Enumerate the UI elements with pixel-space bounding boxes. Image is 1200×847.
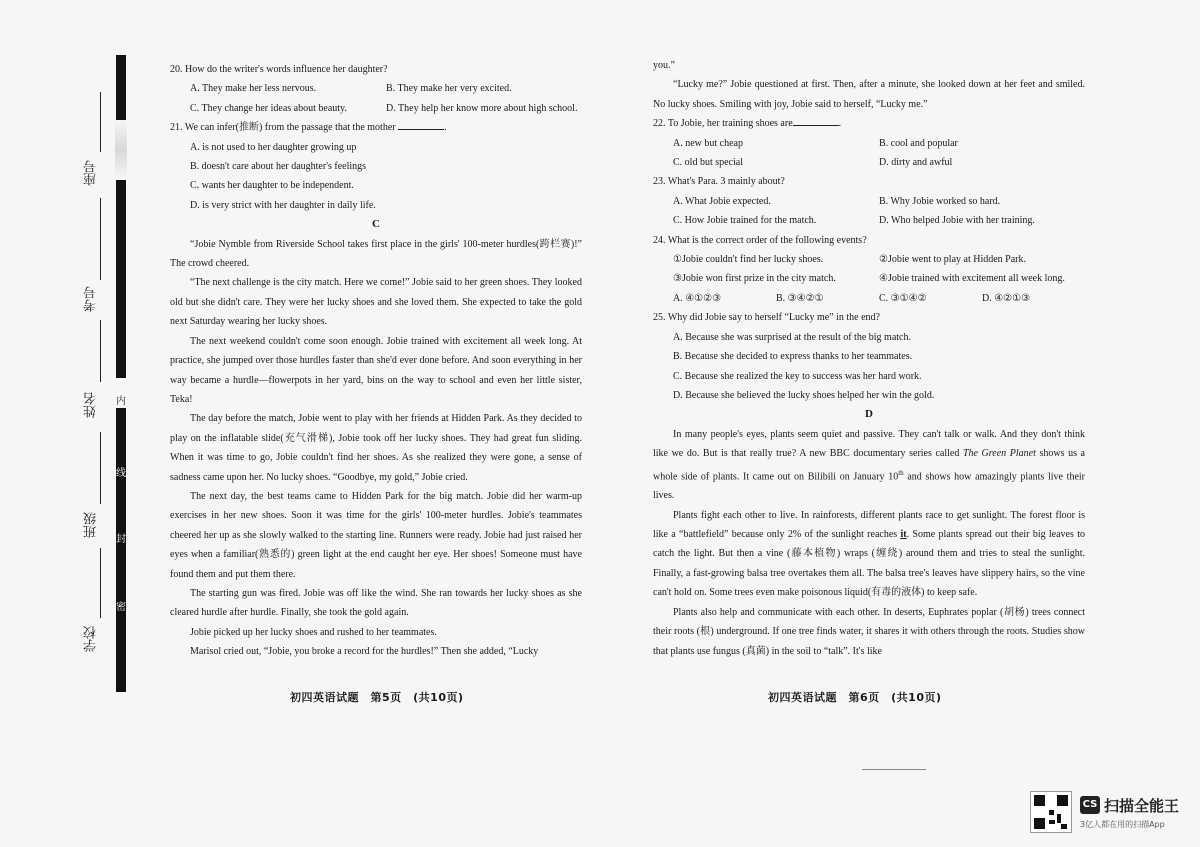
q24-events — [653, 250, 1085, 269]
q23-option-c: C. How Jobie trained for the match. — [673, 215, 817, 227]
underlined-word: it — [900, 529, 907, 541]
q24-event-2: ②Jobie went to play at Hidden Park. — [879, 254, 1026, 266]
q24-option-c: C. ③①④② — [879, 292, 927, 304]
name-field — [84, 392, 104, 418]
passage-c-paragraph: Marisol cried out, “Jobie, you broke a record for the hurdles!” Then she added, “Lucky — [190, 646, 539, 658]
passage-c-paragraph: “Jobie Nymble from Riverside School takes first place in the girls' 100-meter hurdles(跨栏赛)!” The crowd cheered. — [170, 238, 582, 270]
q25-option-a: A. Because she was surprised at the result of the big match. — [673, 331, 911, 343]
scanner-tagline: 3亿人都在用的扫描App — [1080, 820, 1165, 829]
q24-event-3: ③Jobie won first prize in the city match. — [673, 273, 836, 285]
passage-d-paragraph — [653, 506, 1085, 603]
q20-option-d: D. They help her know more about high school. — [386, 102, 578, 114]
answer-blank — [398, 118, 444, 130]
fill-line — [100, 548, 101, 618]
passage-d-text: shows us a whole side of plants. It came out on Bilibili on January 10 — [653, 448, 1085, 482]
seal-char: 内 — [116, 396, 126, 407]
q22-question: 22. To Jobie, her training shoes are . — [653, 114, 1085, 133]
q24-option-d: D. ④②①③ — [982, 292, 1031, 304]
seat-number-label: 座号 — [84, 160, 99, 186]
page-footer-5: 初四英语试题 第5页 (共10页) — [290, 691, 464, 704]
q22-option-a: A. new but cheap — [673, 137, 743, 149]
name-label: 姓名 — [84, 392, 99, 418]
seal-char: 封 — [116, 534, 126, 545]
exam-number-field — [84, 286, 104, 312]
q23-option-d: D. Who helped Jobie with her training. — [879, 215, 1035, 227]
passage-c-paragraph: The next weekend couldn't come soon enough. Jobie trained with excitement all week long. At practice, she jumped over those hurdles faster than she'd ever done before. And soon everything in her way became a hurdle—flowerpots in her yard, bins on the way to school and even her little sister, Teka! — [170, 335, 582, 405]
fill-line — [100, 432, 101, 504]
q22-option-d: D. dirty and awful — [879, 157, 953, 169]
q21-stem: 21. We can infer(推断) from the passage that the mother — [170, 122, 396, 134]
seal-char: 线 — [116, 468, 126, 479]
q21-option-c: C. wants her daughter to be independent. — [190, 180, 354, 192]
documentary-title: The Green Planet — [962, 448, 1036, 460]
q25-option-c: C. Because she realized the key to success was her hard work. — [673, 370, 922, 382]
school-field — [84, 626, 104, 652]
scanner-brand-name: 扫描全能王 — [1104, 797, 1180, 815]
right-column — [653, 56, 1085, 661]
q20-option-a: A. They make her less nervous. — [190, 83, 317, 95]
q25-option-d: D. Because she believed the lucky shoes helped her win the gold. — [673, 389, 935, 401]
q22-options — [653, 153, 1085, 172]
class-field — [84, 512, 104, 538]
school-label: 学校 — [84, 626, 99, 652]
q23-options — [653, 192, 1085, 211]
q22-stem: 22. To Jobie, her training shoes are — [653, 118, 793, 130]
q21-option-a: A. is not used to her daughter growing up — [190, 141, 357, 153]
passage-continuation: you.” — [653, 60, 675, 71]
exam-number-label: 考号 — [84, 286, 99, 312]
section-d-heading: D — [865, 408, 873, 421]
q20-option-b: B. They make her very excited. — [386, 83, 512, 95]
q20-option-c: C. They change her ideas about beauty. — [190, 102, 347, 114]
passage-d-text: Plants fight each other to live. In rainforests, different plants race to get sunlight. The forest floor is like a “battlefield” because only 2% of the sunlight reaches — [653, 509, 1085, 541]
page-footer-6: 初四英语试题 第6页 (共10页) — [768, 691, 942, 704]
q22-options — [653, 134, 1085, 153]
seal-char: 密 — [116, 602, 126, 613]
passage-c-paragraph: “The next challenge is the city match. Here we come!” Jobie said to her green shoes. They looked old but she didn't care. They were her lucky shoes and she loved them. She expected to take the gold next Saturday wearing her lucky shoes. — [170, 277, 582, 328]
q20-stem: 20. How do the writer's words influence her daughter? — [170, 64, 388, 75]
q23-stem: 23. What's Para. 3 mainly about? — [653, 176, 785, 188]
q24-events — [653, 269, 1085, 288]
fill-line — [100, 92, 101, 152]
q20-options — [170, 79, 582, 98]
q22-option-b: B. cool and popular — [879, 137, 958, 149]
q25-stem: 25. Why did Jobie say to herself “Lucky me” in the end? — [653, 312, 880, 324]
camscanner-logo-icon: CS — [1080, 796, 1100, 814]
divider — [862, 769, 926, 770]
q22-option-c: C. old but special — [673, 157, 743, 169]
q24-option-a: A. ④①②③ — [673, 292, 722, 304]
q24-event-4: ④Jobie trained with excitement all week long. — [879, 273, 1065, 285]
fill-line — [100, 320, 101, 382]
passage-d-text: . Some plants spread out their big leaves to catch the light. But then a vine (藤本植物) wraps (缠绕) around them and tries to steal the sunlight. Finally, a fast-growing balsa tree overtakes them all. The balsa tree's leaves have slippery hairs, so the vine can't hold on. Some trees even make poisonous liquid(有毒的液体) to keep safe. — [653, 529, 1085, 599]
binding-strip-gap — [115, 120, 127, 180]
date-suffix: th — [898, 468, 904, 477]
passage-c-paragraph: The starting gun was fired. Jobie was off like the wind. She ran towards her lucky shoes as she cleared hurdle after hurdle. Finally, she took the gold again. — [170, 587, 582, 619]
q24-event-1: ①Jobie couldn't find her lucky shoes. — [673, 254, 824, 266]
section-c-heading: C — [372, 218, 380, 231]
q23-option-a: A. What Jobie expected. — [673, 195, 771, 207]
q20-options — [170, 99, 582, 118]
q21-option-b: B. doesn't care about her daughter's feelings — [190, 161, 367, 173]
left-column — [170, 60, 582, 662]
q21-question: 21. We can infer(推断) from the passage that the mother . — [170, 118, 582, 137]
passage-continuation: “Lucky me?” Jobie questioned at first. Then, after a minute, she looked down at her feet and smiled. No lucky shoes. Smiling with joy, Jobie said to herself, “Lucky me.” — [653, 79, 1085, 110]
q24-stem: 24. What is the correct order of the following events? — [653, 234, 867, 246]
q24-options — [653, 289, 1085, 308]
seat-number-field — [84, 160, 104, 186]
answer-blank — [793, 114, 839, 126]
fill-line — [100, 198, 101, 280]
class-label: 班级 — [84, 512, 99, 538]
passage-d-text: and shows how amazingly plants live their lives. — [653, 470, 1085, 502]
passage-d-text: In many people's eyes, plants seem quiet and passive. They can't talk or walk. And they don't think like we do. But is that really true? A new BBC documentary series called — [653, 428, 1085, 460]
passage-d-paragraph: Plants also help and communicate with each other. In deserts, Euphrates poplar (胡杨) trees connect their roots (根) underground. If one tree finds water, it shares it with others through the roots. Studies show that plants use fungus (真菌) in the soil to “talk”. It's like — [653, 606, 1085, 657]
q23-option-b: B. Why Jobie worked so hard. — [879, 195, 1001, 207]
qr-code-icon — [1030, 791, 1072, 833]
q24-option-b: B. ③④②① — [776, 292, 824, 304]
passage-c-paragraph: The day before the match, Jobie went to play with her friends at Hidden Park. As they decided to play on the inflatable slide(充气滑梯), Jobie took off her lucky shoes. They had great fun sliding. When it was time to go, Jobie couldn't find her shoes. As she realized they were gone, a sense of sadness came upon her. No lucky shoes. “Goodbye, my gold,” Jobie cried. — [170, 413, 582, 483]
q23-options — [653, 211, 1085, 230]
passage-c-paragraph: Jobie picked up her lucky shoes and rushed to her teammates. — [190, 626, 437, 638]
passage-c-paragraph: The next day, the best teams came to Hidden Park for the big match. Jobie did her warm-up exercises in her new shoes. Soon it was time for the girls' 100-meter hurdles. Jobie's teammates cheered her up as she slowly walked to the starting line. Runners were ready. Jobie had just raised her eyes when a familiar(熟悉的) green light at the end caught her eye. Her shoes! Someone must have found them and put them there. — [170, 490, 582, 580]
q21-option-d: D. is very strict with her daughter in daily life. — [190, 199, 376, 211]
passage-d-paragraph — [653, 425, 1085, 506]
q25-option-b: B. Because she decided to express thanks to her teammates. — [673, 351, 913, 363]
